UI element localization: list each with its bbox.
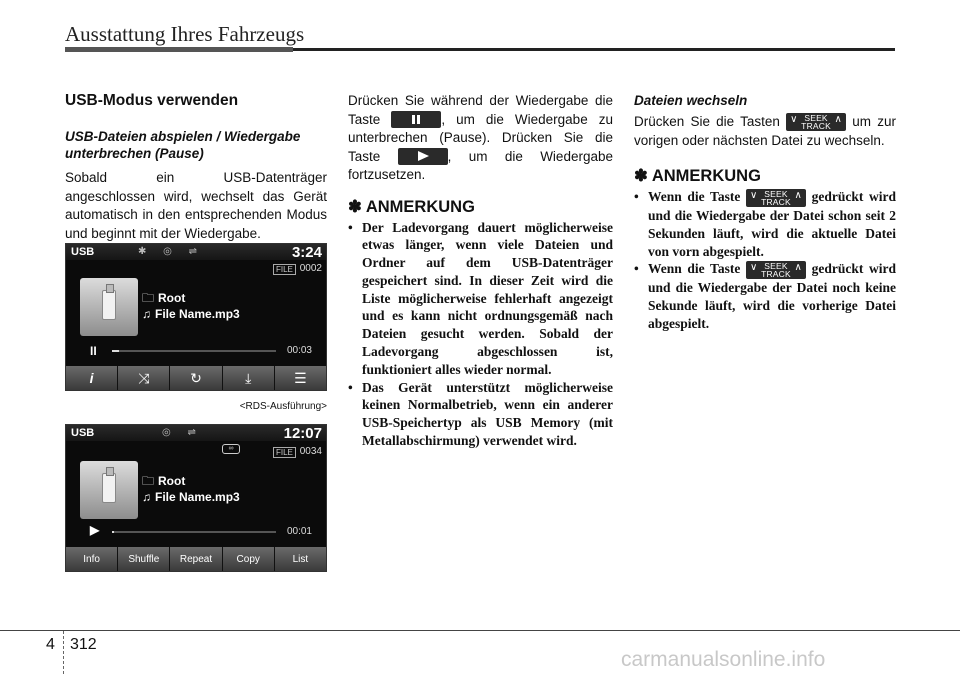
note-star-icon: ✽ (634, 167, 648, 185)
note-star-icon: ✽ (348, 197, 362, 216)
usb-screen-standard (65, 424, 327, 572)
mode-label: USB (71, 427, 95, 439)
file-badge: FILE (273, 447, 296, 458)
body-paragraph: Drücken Sie während der Wiedergabe die Taste , um die Wiedergabe zu unterbrechen (Pause). Drücken Sie die Taste , um die Wiedergabe fortzusetzen. (348, 93, 613, 182)
screen-button-bar (66, 366, 326, 390)
screen-caption: <RDS-Ausführung> (239, 401, 327, 412)
column-right (634, 92, 896, 333)
subsection-title: USB-Dateien abspielen / Wiedergabe unterbrechen (Pause) (65, 129, 301, 161)
shuffle-button[interactable]: Shuffle (118, 547, 170, 571)
folder-row: 🗀 Root (142, 474, 186, 488)
clock: 3:24 (291, 244, 322, 261)
note-item: • Wenn die Taste ∨ SEEK TRACK ∧ gedrückt wird und die Wiedergabe der Datei schon seit 2 Sekunden läuft, wird die aktuelle Datei von vorn abgespielt. (634, 188, 896, 260)
progress-fill (112, 350, 119, 352)
note-title: ✽ ANMERKUNG (348, 197, 475, 216)
column-left (65, 92, 327, 243)
note-item: • Wenn die Taste ∨ SEEK TRACK ∧ gedrückt wird und die Wiedergabe der Datei noch keine Sekunde läuft, wird die vorherige Datei abgespielt. (634, 260, 896, 332)
note-item: • Das Gerät unterstützt möglicherweise keinen Normalbetrieb, wenn ein anderer USB-Speichertyp als USB Memory (mit Metallabschirmung) verwendet wird. (348, 379, 613, 449)
bullet-icon: • (348, 379, 353, 395)
repeat-button[interactable]: Repeat (170, 547, 222, 571)
loop-icon: ∞ (222, 444, 240, 454)
status-icons: ✱ ◎ ⇌ (138, 246, 205, 257)
copy-button[interactable]: Copy (223, 547, 275, 571)
progress-bar (112, 531, 276, 533)
elapsed-time: 00:01 (286, 526, 312, 537)
play-key-icon (398, 148, 448, 165)
info-icon[interactable]: i (66, 366, 118, 390)
note-list (634, 188, 896, 333)
status-icons: ◎ ⇌ (162, 427, 203, 438)
seek-track-key-icon: ∨ SEEK TRACK ∧ (786, 113, 846, 131)
section-title: USB-Modus verwenden (65, 92, 239, 109)
column-middle (348, 92, 613, 450)
bullet-icon: • (634, 189, 639, 204)
body-paragraph: Drücken Sie die Tasten ∨ SEEK TRACK ∧ um zur vorigen oder nächsten Datei zu wechseln. (634, 113, 896, 150)
watermark: carmanualsonline.info (621, 648, 826, 671)
usb-stick-icon (102, 290, 116, 320)
play-icon: ▶ (90, 523, 100, 537)
footer-divider (63, 631, 64, 674)
list-icon[interactable]: ☰ (275, 366, 326, 390)
note-title: ✽ ANMERKUNG (634, 167, 761, 185)
usb-stick-icon (102, 473, 116, 503)
list-button[interactable]: List (275, 547, 326, 571)
subsection-title: Dateien wechseln (634, 93, 748, 108)
file-row: ♫ File Name.mp3 (142, 490, 240, 504)
folder-icon: 🗀 (142, 291, 155, 305)
note-list (348, 219, 613, 450)
album-art (80, 278, 138, 336)
footer-rule (0, 630, 960, 631)
album-art (80, 461, 138, 519)
usb-screen-rds (65, 243, 327, 391)
bullet-icon: • (634, 261, 639, 277)
shuffle-icon[interactable]: ⤨ (118, 366, 170, 390)
copy-icon[interactable]: ⤓ (223, 366, 275, 390)
clock: 12:07 (283, 425, 322, 442)
pause-key-icon (391, 111, 441, 128)
file-number: 0002 (299, 263, 322, 274)
seek-track-key-icon: ∨ SEEK TRACK ∧ (746, 261, 806, 279)
pause-icon: II (90, 344, 97, 358)
folder-icon: 🗀 (142, 474, 155, 488)
elapsed-time: 00:03 (286, 345, 312, 356)
bullet-icon: • (348, 219, 353, 235)
info-button[interactable]: Info (66, 547, 118, 571)
file-badge: FILE (273, 264, 296, 275)
page-number: 312 (70, 636, 97, 653)
header-rule-accent (65, 47, 293, 52)
music-note-icon: ♫ (142, 490, 151, 504)
music-note-icon: ♫ (142, 307, 151, 321)
screen-button-bar (66, 547, 326, 571)
chapter-number: 4 (46, 636, 55, 653)
folder-row: 🗀 Root (142, 291, 186, 305)
file-row: ♫ File Name.mp3 (142, 307, 240, 321)
page-header-title: Ausstattung Ihres Fahrzeugs (65, 22, 305, 46)
note-item: • Der Ladevorgang dauert möglicherweise etwas länger, wenn viele Dateien und Ordner auf dem USB-Datenträger gespeichert sind. In dieser Zeit wird die Liste möglicherweise fehlerhaft angezeigt und es kann nicht ordnungsgemäß nach Dateien gesucht werden. Sobald der Ladevorgang abgeschlossen ist, funktioniert alles wieder normal. (348, 219, 613, 377)
body-paragraph: Sobald ein USB-Datenträger angeschlossen wird, wechselt das Gerät automatisch in den entsprechenden Modus und beginnt mit der Wiedergabe. (65, 170, 327, 241)
progress-bar (112, 350, 276, 352)
repeat-icon[interactable]: ↻ (170, 366, 222, 390)
seek-track-key-icon: ∨ SEEK TRACK ∧ (746, 189, 806, 207)
file-number: 0034 (299, 446, 322, 457)
progress-fill (112, 531, 114, 533)
mode-label: USB (71, 246, 95, 258)
